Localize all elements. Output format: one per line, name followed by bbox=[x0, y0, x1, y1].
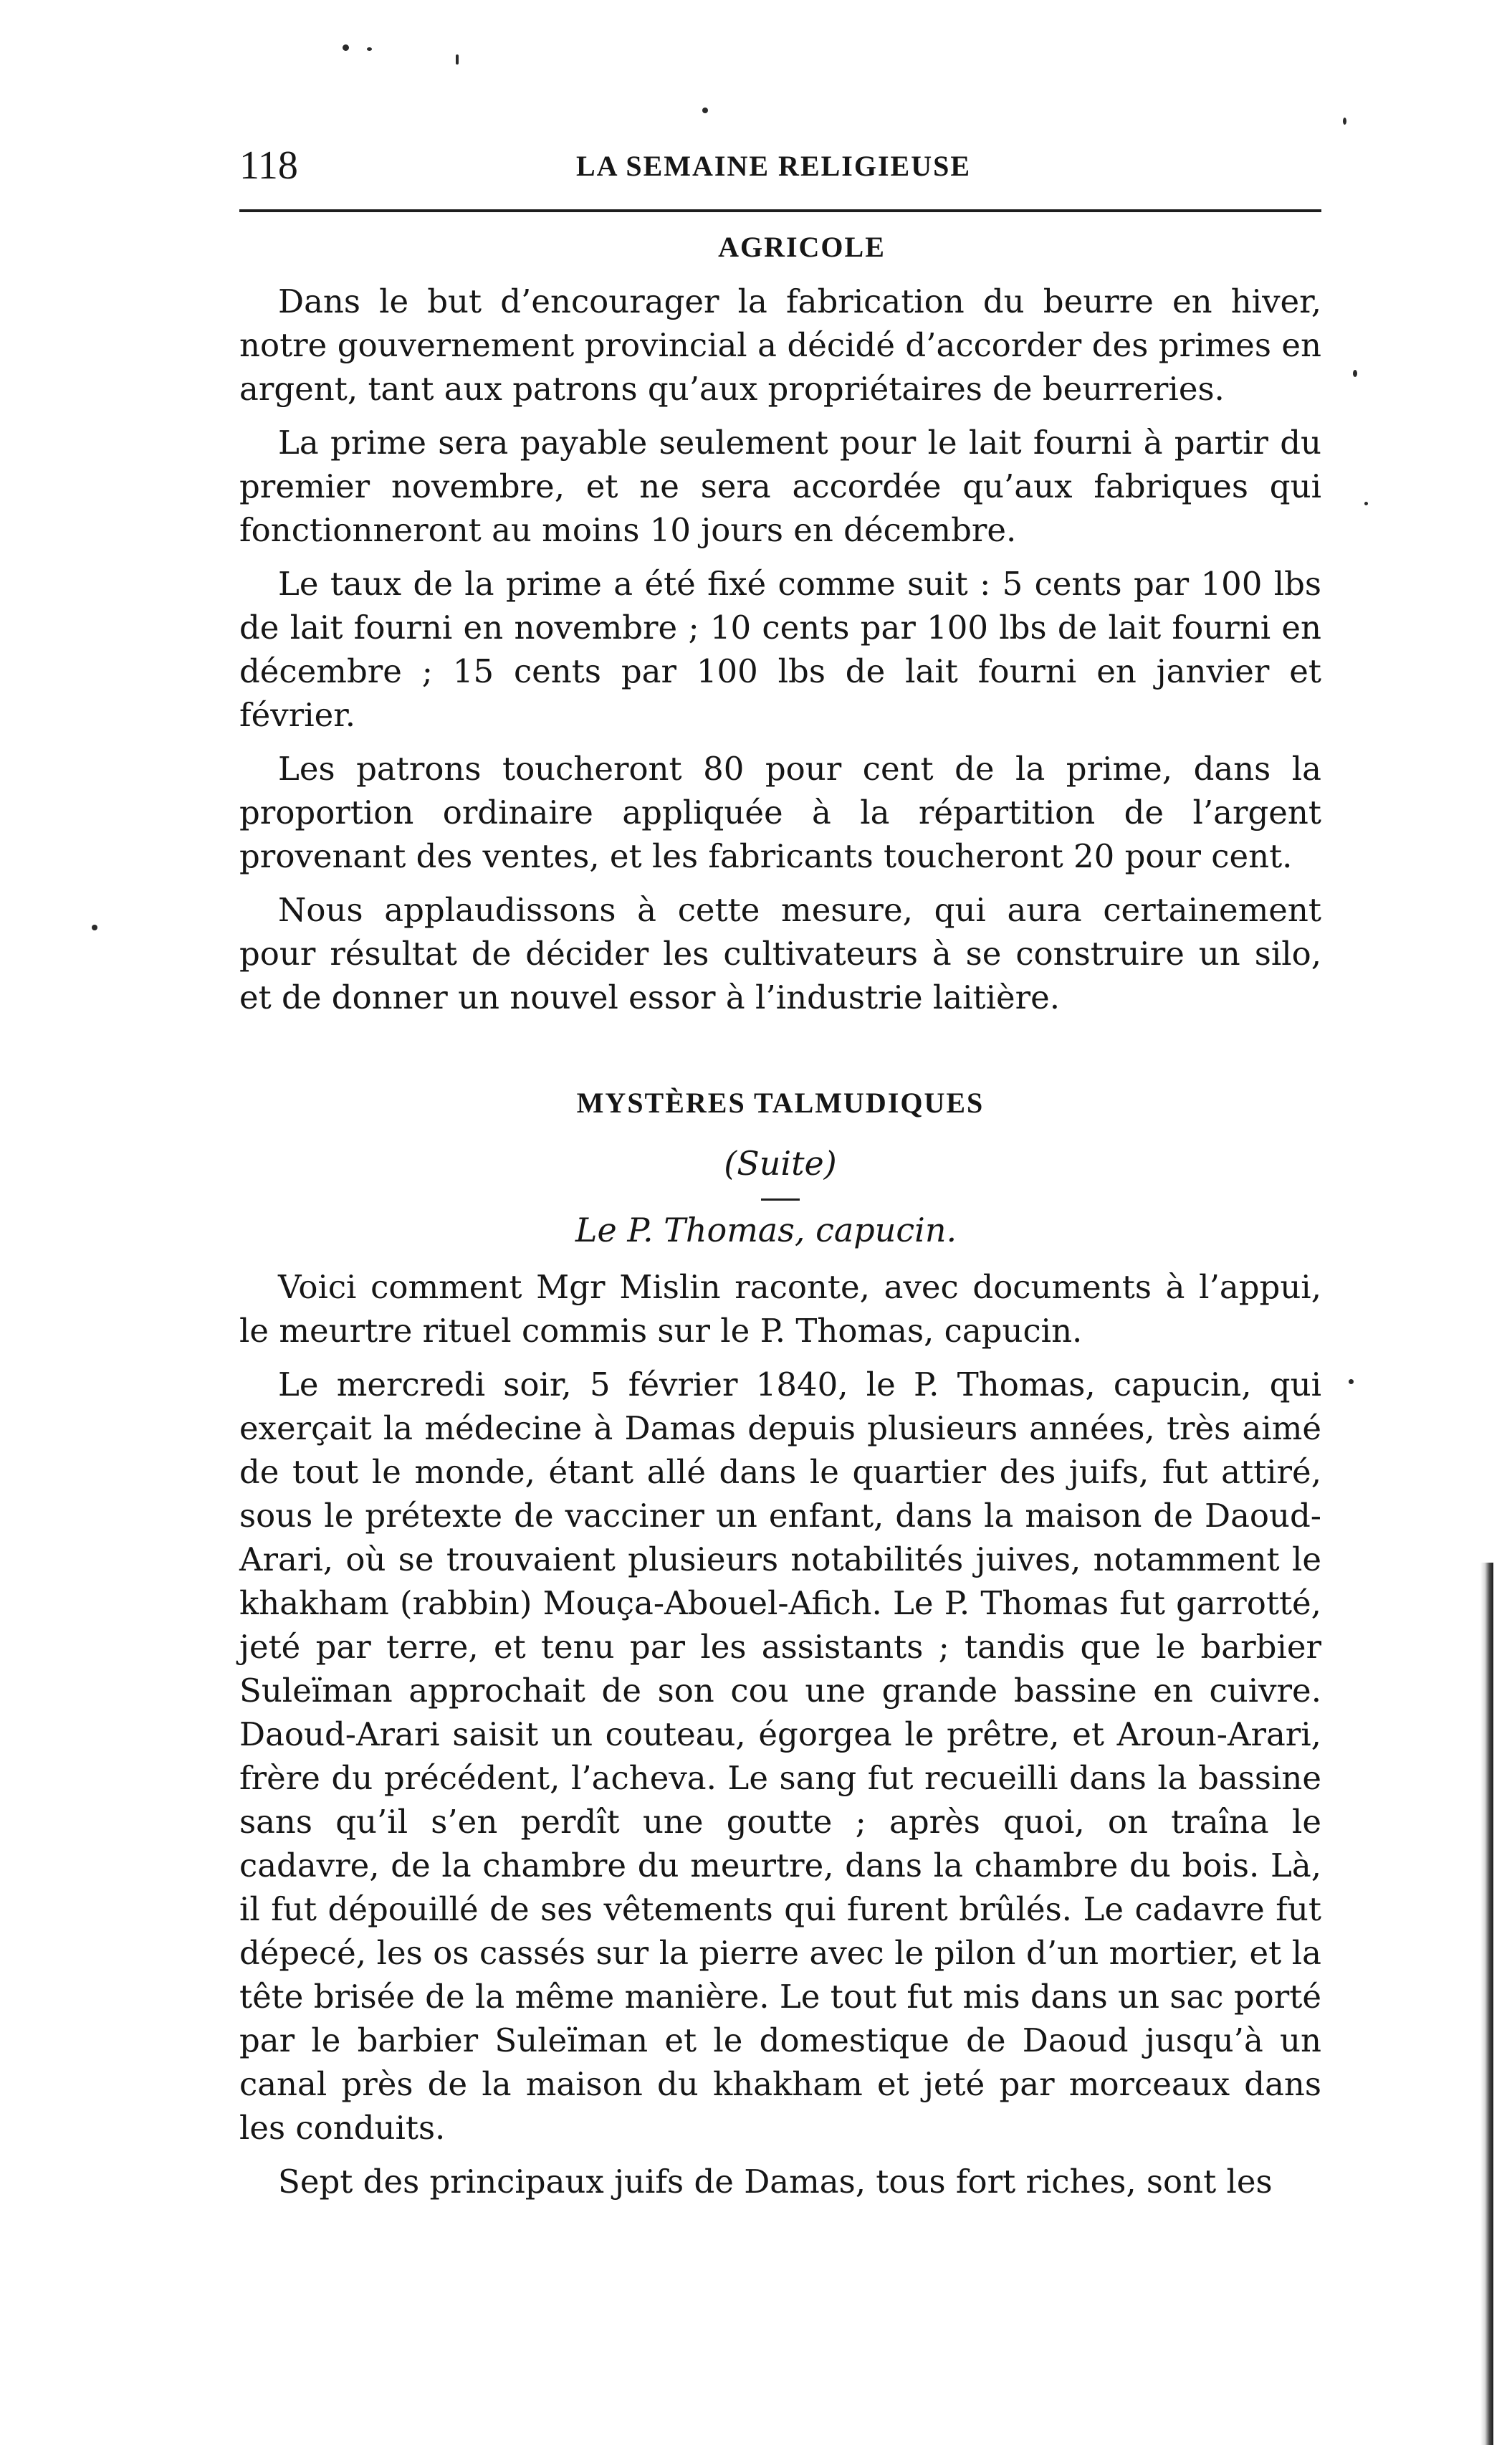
section-title-agricole: AGRICOLE bbox=[718, 231, 886, 263]
scan-speck bbox=[702, 108, 708, 113]
scan-speck bbox=[367, 47, 372, 51]
scan-speck bbox=[343, 44, 349, 51]
paragraph: Voici comment Mgr Mislin raconte, avec documents à l’appui, le meurtre rituel commis sur le P. Thomas, capucin. bbox=[239, 1268, 1321, 1350]
running-title: LA SEMAINE RELIGIEUSE bbox=[576, 150, 972, 182]
paragraph: Sept des principaux juifs de Damas, tous fort riches, sont les bbox=[278, 2163, 1273, 2201]
section-subtitle: (Suite) bbox=[724, 1144, 837, 1183]
header-rule bbox=[239, 209, 1321, 212]
scan-speck bbox=[1349, 1379, 1354, 1384]
article-body bbox=[239, 215, 1321, 2213]
paragraph: Nous applaudissons à cette mesure, qui aura certainement pour résultat de décider les cultivateurs à se construire un silo, et de donner un nouvel essor à l’industrie laitière. bbox=[239, 891, 1321, 1016]
paragraph: Le taux de la prime a été fixé comme suit : 5 cents par 100 lbs de lait fourni en novembre ; 10 cents par 100 lbs de lait fourni en décembre ; 15 cents par 100 lbs de lait fourni en janvier et février. bbox=[239, 565, 1321, 734]
scan-speck bbox=[1343, 118, 1346, 125]
scan-speck bbox=[456, 54, 459, 65]
running-head bbox=[239, 140, 1314, 191]
scan-speck bbox=[1364, 502, 1368, 505]
page-edge-shadow bbox=[1480, 1563, 1493, 2445]
paragraph: Les patrons toucheront 80 pour cent de la prime, dans la proportion ordinaire appliquée à la répartition de l’argent provenant des ventes, et les fabricants toucheront 20 pour cent. bbox=[239, 750, 1321, 875]
page-number: 118 bbox=[239, 143, 298, 188]
section-title-mysteres: MYSTÈRES TALMUDIQUES bbox=[576, 1087, 985, 1119]
paragraph: La prime sera payable seulement pour le lait fourni à partir du premier novembre, et ne sera accordée qu’aux fabriques qui fonctionneront au moins 10 jours en décembre. bbox=[239, 424, 1321, 549]
scan-speck bbox=[1353, 370, 1357, 377]
chapter-byline: Le P. Thomas, capucin. bbox=[575, 1211, 957, 1249]
paragraph: Dans le but d’encourager la fabrication du beurre en hiver, notre gouvernement provincial a décidé d’accorder des primes en argent, tant aux patrons qu’aux propriétaires de beurreries. bbox=[239, 282, 1321, 408]
short-rule bbox=[761, 1198, 800, 1201]
scan-speck bbox=[92, 925, 97, 930]
paragraph: Le mercredi soir, 5 février 1840, le P. Thomas, capucin, qui exerçait la médecine à Damas depuis plusieurs années, très aimé de tout le monde, étant allé dans le quartier des juifs, fut attiré, sous le prétexte de vacciner un enfant, dans la maison de Daoud-Arari, où se trouvaient plusieurs notabilités juives, notamment le khakham (rabbin) Mouça-Abouel-Afich. Le P. Thomas fut garrotté, jeté par terre, et tenu par les assistants ; tandis que le barbier Suleïman approchait de son cou une grande bassine en cuivre. Daoud-Arari saisit un couteau, égorgea le prêtre, et Aroun-Arari, frère du précédent, l’acheva. Le sang fut recueilli dans la bassine sans qu’il s’en perdît une goutte ; après quoi, on traîna le cadavre, de la chambre du meurtre, dans la chambre du bois. Là, il fut dépouillé de ses vêtements qui furent brûlés. Le cadavre fut dépecé, les os cassés sur la pierre avec le pilon d’un mortier, et la tête brisée de la même manière. Le tout fut mis dans un sac porté par le barbier Suleïman et le domestique de Daoud jusqu’à un canal près de la maison du khakham et jeté par morceaux dans les conduits. bbox=[239, 1366, 1321, 2147]
